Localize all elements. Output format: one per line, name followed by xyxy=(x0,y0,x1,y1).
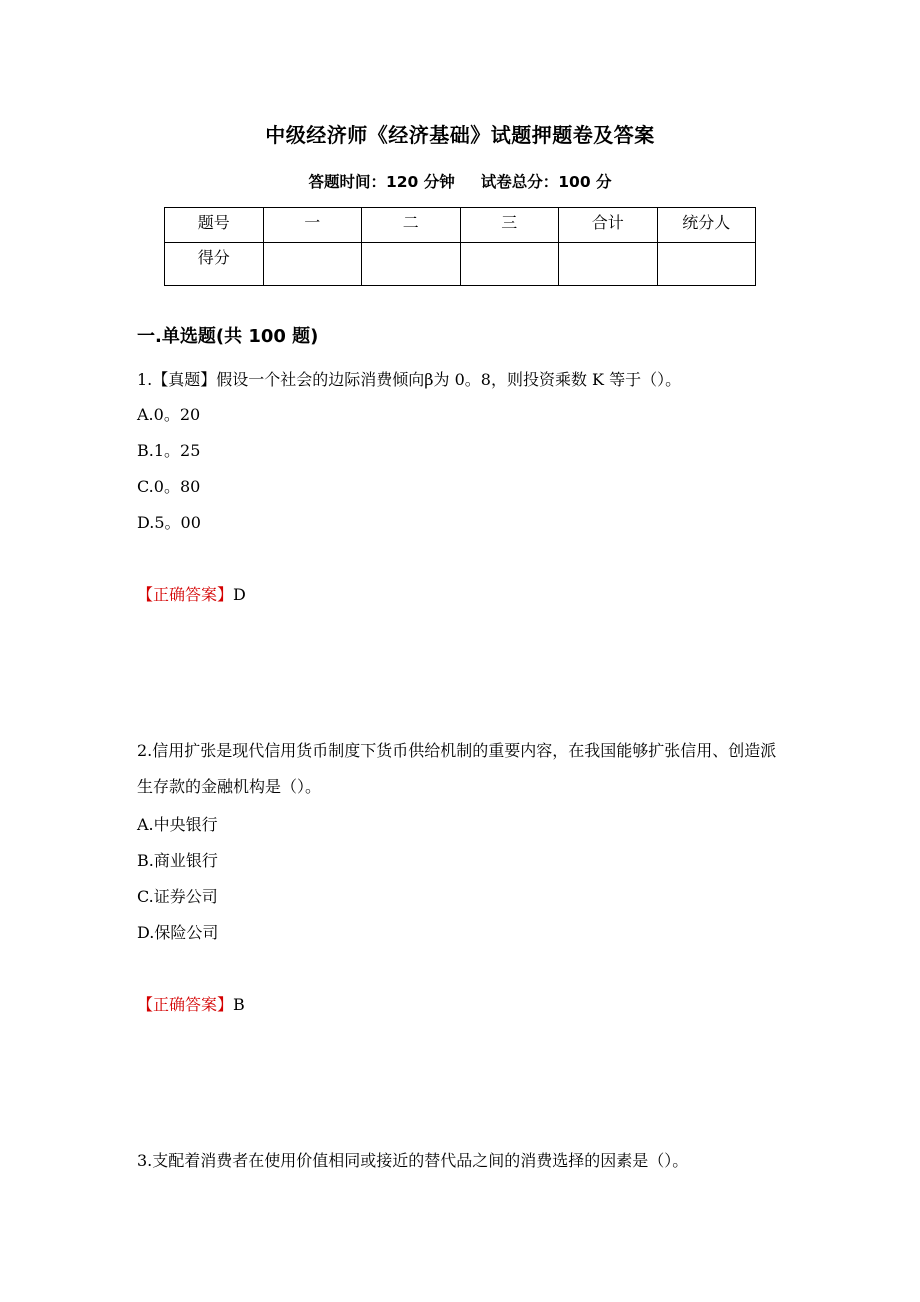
header-cell-part-1: 一 xyxy=(263,208,362,243)
question-2-stem: 2.信用扩张是现代信用货币制度下货币供给机制的重要内容，在我国能够扩张信用、创造派生存款的金融机构是（）。 xyxy=(137,741,777,796)
exam-time: 答题时间：120 分钟 xyxy=(308,173,455,191)
score-table-score-row xyxy=(165,243,756,286)
total-score: 试卷总分：100 分 xyxy=(480,173,612,191)
question-1-option-d: D.5。00 xyxy=(137,513,201,532)
section-heading: 一.单选题(共 100 题) xyxy=(137,326,319,347)
answer-letter: D xyxy=(233,585,246,604)
header-cell-part-2: 二 xyxy=(362,208,461,243)
question-1-answer xyxy=(137,585,246,605)
exam-info xyxy=(0,170,920,192)
score-cell xyxy=(362,243,461,286)
header-cell-part-3: 三 xyxy=(460,208,559,243)
question-2-answer xyxy=(137,995,245,1015)
question-1-option-b: B.1。25 xyxy=(137,441,201,460)
question-1-stem: 1.【真题】假设一个社会的边际消费倾向β为 0。8，则投资乘数 K 等于（）。 xyxy=(137,370,682,389)
question-2-option-c: C.证券公司 xyxy=(137,887,218,906)
question-2-option-a: A.中央银行 xyxy=(137,815,218,834)
question-2-option-d: D.保险公司 xyxy=(137,923,219,942)
header-cell-scorer: 统分人 xyxy=(657,208,756,243)
score-table xyxy=(164,207,756,286)
answer-tag: 【正确答案】 xyxy=(137,585,234,604)
header-cell-number: 题号 xyxy=(165,208,264,243)
score-cell xyxy=(657,243,756,286)
question-1-option-a: A.0。20 xyxy=(137,405,201,424)
question-3-stem: 3.支配着消费者在使用价值相同或接近的替代品之间的消费选择的因素是（）。 xyxy=(137,1151,689,1170)
answer-letter: B xyxy=(233,995,245,1014)
score-cell xyxy=(559,243,658,286)
header-cell-total: 合计 xyxy=(559,208,658,243)
answer-tag: 【正确答案】 xyxy=(137,995,234,1014)
question-1-option-c: C.0。80 xyxy=(137,477,201,496)
question-2-option-b: B.商业银行 xyxy=(137,851,218,870)
score-table-header-row xyxy=(165,208,756,243)
row-label-score: 得分 xyxy=(165,243,264,286)
document-title: 中级经济师《经济基础》试题押题卷及答案 xyxy=(265,123,655,147)
score-cell xyxy=(263,243,362,286)
score-cell xyxy=(460,243,559,286)
